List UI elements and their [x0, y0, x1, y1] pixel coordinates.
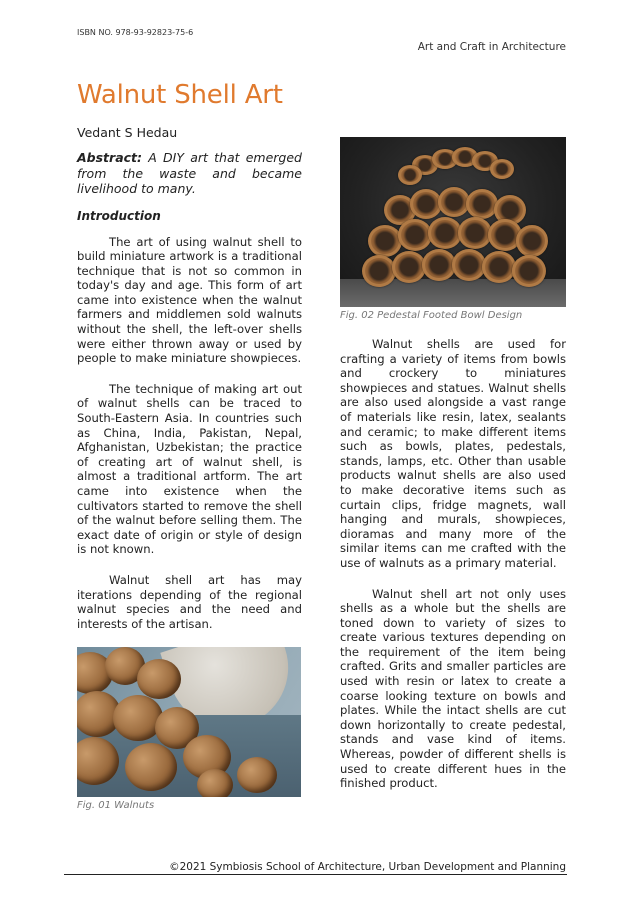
shell-ring — [512, 255, 546, 287]
shell-ring — [362, 255, 396, 287]
right-column — [340, 137, 566, 807]
paragraph: Walnut shell art not only uses shells as a whole but the shells are toned down to variety of sizes to create various textures depending on the requirement of the item being crafted. Grits and smaller particles are used with resin or latex to create a coarse looking texture on bowls and plates. While the intact shells are cut down horizontally to create pedestal, stands and vase kind of items. Whereas, powder of different shells is used to create different hues in the finished product. — [340, 586, 566, 791]
article-title: Walnut Shell Art — [77, 80, 283, 110]
abstract-text: A DIY art that emerged from the waste and became livelihood to many. — [77, 150, 302, 196]
left-column — [77, 150, 302, 811]
shell-ring — [368, 225, 402, 257]
figure-caption: Fig. 01 Walnuts — [77, 800, 155, 812]
isbn-label: ISBN NO. 978-93-92823-75-6 — [77, 28, 194, 37]
paragraph: Walnut shells are used for crafting a variety of items from bowls and crockery to miniatures showpieces and statues. Walnut shells are also used alongside a vast range of materials like resin, latex, sealants and ceramic; to make different items such as bowls, plates, pedestals, stands, lamps, etc. Other than usable products walnut shells are also used to make decorative items such as curtain clips, fridge magnets, wall hanging and murals, showpieces, dioramas and many more of the similar items can me crafted with the use of walnuts as a primary material. — [340, 337, 566, 570]
running-title: Art and Craft in Architecture — [417, 41, 566, 53]
shell-ring — [458, 217, 492, 249]
footer-text: ©2021 Symbiosis School of Architecture, Urban Development and Planning — [169, 861, 566, 873]
paragraph: The technique of making art out of walnut shells can be traced to South-Eastern Asia. In countries such as China, India, Pakistan, Nepal, Afghanistan, Uzbekistan; the practice of creating art of walnut shell, is almost a traditional artform. The art came into existence when the cultivators started to remove the shell of the walnut before selling them. The exact date of origin or style of design is not known. — [77, 381, 302, 557]
footer-rule — [64, 874, 567, 875]
author-name: Vedant S Hedau — [77, 125, 178, 140]
shell-ring — [422, 249, 456, 281]
figure-shell-bowl — [340, 137, 566, 307]
shell-ring — [482, 251, 516, 283]
shell-ring — [466, 189, 498, 219]
shell-ring — [398, 219, 432, 251]
figure-walnuts — [77, 647, 301, 797]
walnut-image — [197, 769, 233, 797]
paragraph: The art of using walnut shell to build miniature artwork is a traditional technique that is not so common in today's day and age. This form of art came into existence when the walnut farmers and middlemen sold walnuts without the shell, the left-over shells were either thrown away or used by people to make miniature showpieces. — [77, 234, 302, 366]
walnut-image — [125, 743, 177, 791]
shell-ring — [428, 217, 462, 249]
paragraph: Walnut shell art has may iterations depending of the regional walnut species and the need and interests of the artisan. — [77, 572, 302, 631]
section-heading-introduction: Introduction — [77, 208, 161, 223]
shell-ring — [452, 249, 486, 281]
abstract — [77, 150, 302, 197]
abstract-label: Abstract: — [77, 150, 143, 165]
shell-ring — [490, 159, 514, 179]
figure-caption: Fig. 02 Pedestal Footed Bowl Design — [340, 310, 523, 321]
shell-ring — [392, 251, 426, 283]
shell-ring — [516, 225, 548, 257]
shell-ring — [398, 165, 422, 185]
